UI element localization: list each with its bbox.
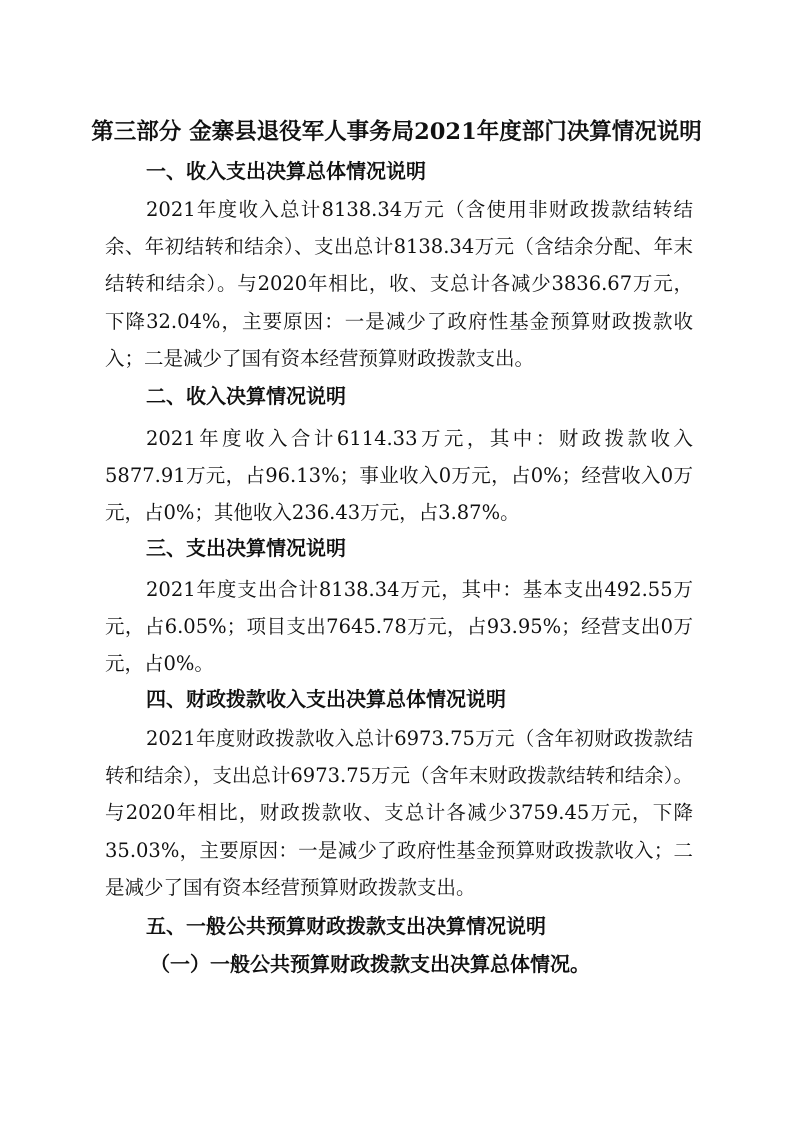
- section-paragraph-4: 2021年度财政拨款收入总计6973.75万元（含年初财政拨款结转和结余），支出总计6973.75万元（含年末财政拨款结转和结余）。与2020年相比，财政拨款收、支总计各减少3759.45万元，下降35.03%，主要原因：一是减少了政府性基金预算财政拨款收入；二是减少了国有资本经营预算财政拨款支出。: [105, 727, 693, 899]
- subsection-heading: （一）一般公共预算财政拨款支出决算总体情况。: [150, 952, 590, 976]
- section-heading-4: 四、财政拨款收入支出决算总体情况说明: [146, 687, 506, 711]
- section-heading-5: 五、一般公共预算财政拨款支出决算情况说明: [146, 914, 546, 938]
- section-heading-3: 三、支出决算情况说明: [146, 536, 346, 560]
- section-paragraph-1: 2021年度收入总计8138.34万元（含使用非财政拨款结转结余、年初结转和结余）、支出总计8138.34万元（含结余分配、年末结转和结余）。与2020年相比，收、支总计各减少3836.67万元，下降32.04%，主要原因：一是减少了政府性基金预算财政拨款收入；二是减少了国有资本经营预算财政拨款支出。: [105, 198, 693, 370]
- section-heading-1: 一、收入支出决算总体情况说明: [146, 159, 426, 183]
- section-paragraph-2: 2021年度收入合计6114.33万元，其中：财政拨款收入5877.91万元，占96.13%；事业收入0万元，占0%；经营收入0万元，占0%；其他收入236.43万元，占3.87%。: [105, 427, 693, 525]
- section-heading-2: 二、收入决算情况说明: [146, 384, 346, 408]
- section-paragraph-3: 2021年度支出合计8138.34万元，其中：基本支出492.55万元，占6.05%；项目支出7645.78万元，占93.95%；经营支出0万元，占0%。: [105, 578, 693, 676]
- document-title: 第三部分 金寨县退役军人事务局2021年度部门决算情况说明: [91, 119, 702, 145]
